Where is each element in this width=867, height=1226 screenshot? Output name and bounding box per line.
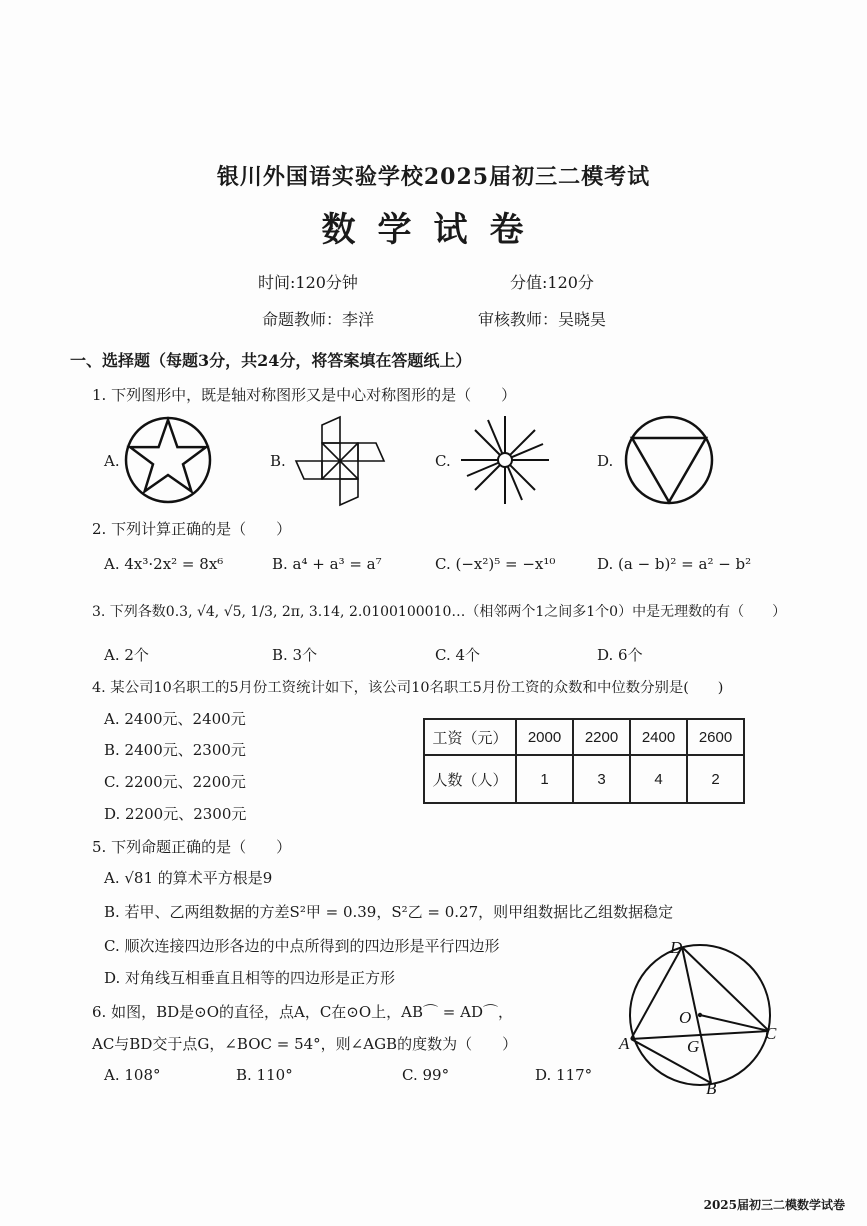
table-row bbox=[424, 755, 744, 803]
q4-stem: 4. 某公司10名职工的5月份工资统计如下，该公司10名职工5月份工资的众数和中位数分别是( ) bbox=[92, 680, 724, 696]
table-header-wage: 工资（元） bbox=[424, 719, 516, 755]
q4-option-c: C. 2200元、2200元 bbox=[104, 773, 246, 791]
subject-title: 数学试卷 bbox=[321, 210, 546, 250]
q3-option-a: A. 2个 bbox=[104, 646, 149, 664]
school-title: 银川外国语实验学校2025届初三二模考试 bbox=[216, 164, 651, 190]
pinwheel-figure bbox=[292, 413, 392, 509]
q1-option-c: C. bbox=[435, 452, 451, 470]
q5-stem: 5. 下列命题正确的是（ ） bbox=[92, 838, 292, 856]
table-cell: 2 bbox=[687, 755, 744, 803]
q5-option-c: C. 顺次连接四边形各边的中点所得到的四边形是平行四边形 bbox=[104, 937, 500, 955]
q3-option-d: D. 6个 bbox=[597, 646, 643, 664]
q2-option-b: B. a⁴ + a³ = a⁷ bbox=[272, 555, 382, 573]
table-cell: 2400 bbox=[630, 719, 687, 755]
table-cell: 4 bbox=[630, 755, 687, 803]
label-g: G bbox=[687, 1037, 700, 1056]
q2-option-d: D. (a − b)² = a² − b² bbox=[597, 555, 752, 573]
q6-option-c: C. 99° bbox=[402, 1066, 450, 1084]
table-header-count: 人数（人） bbox=[424, 755, 516, 803]
q4-option-a: A. 2400元、2400元 bbox=[104, 710, 246, 728]
label-d: D bbox=[670, 938, 683, 957]
section-heading: 一、选择题（每题3分，共24分，将答案填在答题纸上） bbox=[70, 351, 472, 370]
page-footer: 2025届初三二模数学试卷 bbox=[703, 1198, 845, 1212]
q2-option-a: A. 4x³·2x² = 8x⁶ bbox=[104, 555, 224, 573]
wage-table bbox=[423, 718, 745, 804]
q5-option-a: A. √81 的算术平方根是9 bbox=[104, 869, 273, 887]
label-a: A bbox=[619, 1034, 630, 1053]
label-o: O bbox=[679, 1008, 692, 1027]
q6-stem-line1: 6. 如图，BD是⊙O的直径，点A，C在⊙O上，AB⌒ = AD⌒， bbox=[92, 1003, 513, 1021]
label-b: B bbox=[706, 1079, 717, 1098]
starburst-figure bbox=[455, 412, 555, 508]
table-row bbox=[424, 719, 744, 755]
author-teacher: 命题教师：李洋 bbox=[262, 310, 375, 329]
table-cell: 2000 bbox=[516, 719, 573, 755]
triangle-in-circle-figure bbox=[622, 415, 716, 505]
q3-option-b: B. 3个 bbox=[272, 646, 318, 664]
q6-option-b: B. 110° bbox=[236, 1066, 293, 1084]
q1-stem: 1. 下列图形中，既是轴对称图形又是中心对称图形的是（ ） bbox=[92, 386, 517, 404]
table-cell: 1 bbox=[516, 755, 573, 803]
q5-option-b: B. 若甲、乙两组数据的方差S²甲 = 0.39，S²乙 = 0.27，则甲组数据比乙组数据稳定 bbox=[104, 903, 674, 921]
q1-option-b: B. bbox=[270, 452, 286, 470]
q6-option-a: A. 108° bbox=[104, 1066, 161, 1084]
q2-option-c: C. (−x²)⁵ = −x¹⁰ bbox=[435, 555, 556, 573]
reviewer-teacher: 审核教师：吴晓昊 bbox=[478, 310, 607, 329]
q1-option-a: A. bbox=[104, 452, 120, 470]
q4-option-d: D. 2200元、2300元 bbox=[104, 805, 247, 823]
q6-option-d: D. 117° bbox=[535, 1066, 593, 1084]
q3-stem: 3. 下列各数0.3, √4, √5, 1/3, 2π, 3.14, 2.0100100010…（相邻两个1之间多1个0）中是无理数的有（ ） bbox=[92, 604, 787, 620]
exam-time: 时间:120分钟 bbox=[258, 273, 358, 292]
q1-option-d: D. bbox=[597, 452, 614, 470]
table-cell: 2600 bbox=[687, 719, 744, 755]
q2-stem: 2. 下列计算正确的是（ ） bbox=[92, 520, 292, 538]
q6-stem-line2: AC与BD交于点G，∠BOC = 54°，则∠AGB的度数为（ ） bbox=[92, 1035, 518, 1053]
q3-option-c: C. 4个 bbox=[435, 646, 481, 664]
table-cell: 3 bbox=[573, 755, 630, 803]
label-c: C bbox=[765, 1024, 777, 1043]
exam-score: 分值:120分 bbox=[510, 273, 594, 292]
q4-option-b: B. 2400元、2300元 bbox=[104, 741, 246, 759]
table-cell: 2200 bbox=[573, 719, 630, 755]
q5-option-d: D. 对角线互相垂直且相等的四边形是正方形 bbox=[104, 969, 396, 987]
star-in-circle-figure bbox=[122, 415, 214, 505]
circle-geometry-figure bbox=[615, 935, 785, 1098]
